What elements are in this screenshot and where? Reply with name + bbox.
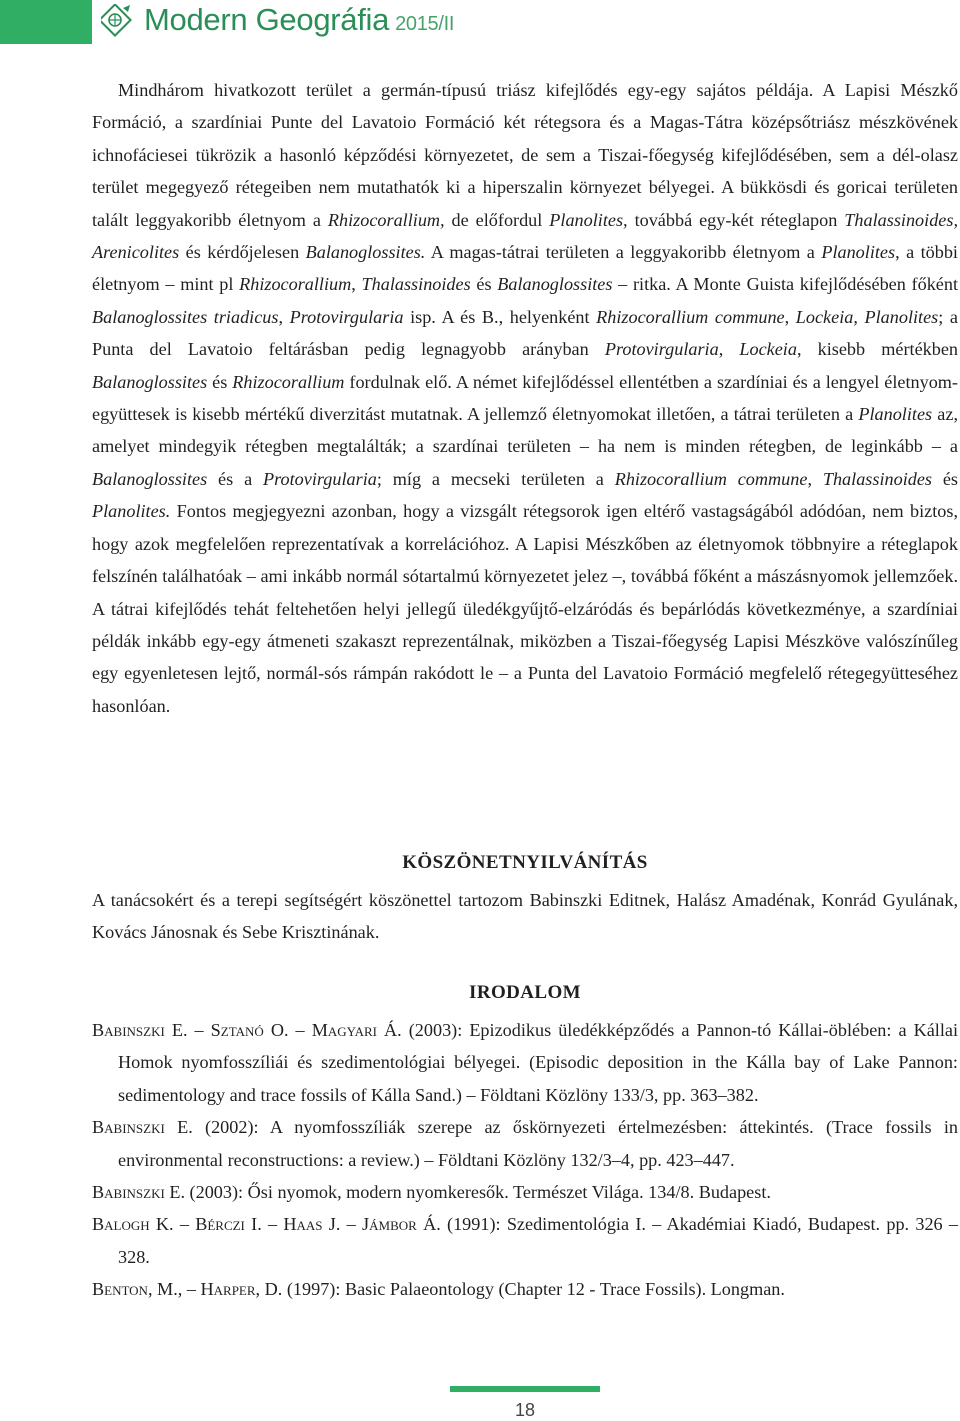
text-run: Mindhárom hivatkozott terület a germán-típusú triász kifejlődés egy-egy sajátos példája. A Lapisi Mészkő Formáció, a szardíniai Punte del Lavatoio Formáció két rétegsora és a Magas-Tátra középsőtriász mészkövének ichnofáciesei tükrözik a hasonló képződési környezetet, de sem a Tiszai-főegység kifejlődésében, sem a dél-olasz terület megegyező rétegeiben nem mutathatók ki a hiperszalin környezet bélyegei. A bükkösdi és goricai területen talált leggyakoribb életnyom a <box>92 80 958 230</box>
taxon-name: Thalassinoides <box>361 274 471 295</box>
taxon-name: Balanoglossites <box>497 274 613 295</box>
text-run: , kisebb mértékben <box>796 339 958 360</box>
text-run: ; a Punta del Lavatoio feltárásban pedig legnagyobb arányban <box>92 306 958 360</box>
taxon-name: Balanoglossites triadicus <box>92 306 279 327</box>
page-number: 18 <box>514 1400 536 1420</box>
author-name: Benton, M. <box>92 1279 178 1300</box>
taxon-name: Balanoglossites <box>92 468 208 489</box>
text-run: , <box>351 274 362 295</box>
taxon-name: Balanoglossites <box>92 371 208 392</box>
references-heading: IRODALOM <box>469 982 581 1003</box>
author-name: Bérczi I. <box>195 1214 262 1235</box>
text-run: és a <box>207 468 264 489</box>
author-name: Babinszki E. <box>92 1117 193 1138</box>
text-run: Fontos megjegyezni azonban, hogy a vizsgált rétegsorok igen eltérő vastagságából adódóan, nem biztos, hogy azok megfelelően reprezentatívak a korrelációhoz. A Lapisi Mészkőben az életnyomok többnyire a réteglapok felszínén találhatóak – ami inkább normál sótartalmú környezetet jelez –, továbbá főként a mászásnyomok jellemzőek. A tátrai kifejlődés tehát feltehetően helyi jellegű üledékgyűjtő-elzáródás és bepárlódás következménye, a szardíniai példák inkább egy-egy átmeneti szakaszt reprezentálnak, miközben a Tiszai-főegység Lapisi Mészköve valószínűleg egy egyenletesen lejtő, normál-sós rámpán rakódott le – a Punta del Lavatoio Formáció megfelelő rétegegyütteséhez hasonlóan. <box>92 501 958 716</box>
taxon-name: Planolites, <box>549 209 628 230</box>
acknowledgement-text: A tanácsokért és a terepi segítségért köszönettel tartozom Babinszki Editnek, Halász Amadénak, Konrád Gyulának, Kovács Jánosnak és Sebe Krisztinának. <box>92 890 958 943</box>
text-run: (1997): Basic Palaeontology (Chapter 12 - Trace Fossils). Longman. <box>282 1279 785 1300</box>
acknowledgement-heading: KÖSZÖNETNYILVÁNÍTÁS <box>402 852 648 873</box>
header-accent-bar <box>0 0 92 44</box>
reference-item <box>92 1273 958 1305</box>
author-name: Haas J. <box>283 1214 341 1235</box>
footer-accent-bar <box>450 1386 600 1392</box>
taxon-name: Rhizocorallium <box>239 274 352 295</box>
text-run: , <box>807 468 823 489</box>
text-run: és <box>932 468 959 489</box>
taxon-name: Planolites <box>821 242 896 263</box>
text-run: és <box>207 371 233 392</box>
taxon-name: Rhizocorallium <box>232 371 345 392</box>
globe-logo-icon <box>101 4 133 38</box>
text-run: , – <box>177 1279 201 1300</box>
taxon-name: Rhizocorallium commune <box>614 468 808 489</box>
taxon-name: Protovirgularia <box>263 468 377 489</box>
text-run: , <box>278 306 290 327</box>
text-run: , <box>784 306 796 327</box>
reference-item <box>92 1176 958 1208</box>
taxon-name: Lockeia <box>795 306 854 327</box>
text-run: – <box>261 1214 284 1235</box>
taxon-name: Rhizocorallium, <box>327 209 445 230</box>
text-run: (2002): A nyomfosszíliák szerepe az őskörnyezeti értelmezésben: áttekintés. (Trace fossils in environmental reconstructions: a review.) – Földtani Közlöny 132/3–4, pp. 423–447. <box>118 1117 959 1170</box>
text-run: továbbá egy-két réteglapon <box>627 209 845 230</box>
text-run: isp. A és B., helyenként <box>403 306 597 327</box>
author-name: Jámbor Á. <box>362 1214 441 1235</box>
text-run: fordulnak elő. A német kifejlődéssel ellentétben a szardíniai és a lengyel életnyom-együttesek is kisebb mértékű diverzitást mutatnak. A jellemző életnyomokat illetően, a tátrai területen a <box>92 371 958 425</box>
taxon-name: Lockeia <box>739 339 797 360</box>
taxon-name: Rhizocorallium commune <box>596 306 785 327</box>
text-run: (1991): Szedimentológia I. – Akadémiai Kiadó, Budapest. pp. 326 – 328. <box>118 1214 958 1267</box>
reference-item <box>92 1111 958 1176</box>
text-run: és <box>470 274 498 295</box>
taxon-name: Balanoglossites. <box>305 242 426 263</box>
journal-title <box>144 2 454 38</box>
author-name: Babinszki E. <box>92 1182 185 1203</box>
taxon-name: Thalassinoides <box>822 468 932 489</box>
text-run: (2003): Ősi nyomok, modern nyomkeresők. Természet Világa. 134/8. Budapest. <box>185 1182 771 1203</box>
text-run: – ritka. A Monte Guista kifejlődésében főként <box>612 274 959 295</box>
reference-item <box>92 1208 958 1273</box>
taxon-name: Protovirgularia <box>604 339 719 360</box>
taxon-name: Planolites <box>858 404 933 425</box>
text-run: ; míg a mecseki területen a <box>376 468 615 489</box>
text-run: és kérdőjelesen <box>179 242 306 263</box>
author-name: Sztanó O. <box>210 1020 289 1040</box>
text-run: az, amelyet mindegyik rétegben megtalálták; a szardínai területen – ha nem is minden rétegben, de leginkább – a <box>92 404 958 457</box>
author-name: Babinszki E. <box>92 1020 188 1040</box>
text-run: , <box>718 339 740 360</box>
main-paragraph <box>92 74 958 722</box>
taxon-name: Planolites <box>864 306 939 327</box>
author-name: Magyari Á. <box>311 1020 402 1040</box>
taxon-name: Planolites. <box>92 501 171 522</box>
taxon-name: Protovirgularia <box>289 306 404 327</box>
author-name: Harper, D. <box>200 1279 283 1300</box>
text-run: , <box>853 306 865 327</box>
text-run: – <box>288 1020 312 1040</box>
reference-item <box>92 1014 958 1111</box>
text-run: A magas-tátrai területen a leggyakoribb életnyom a <box>425 242 822 263</box>
text-run: de előfordul <box>444 209 550 230</box>
references-list <box>92 1014 958 1306</box>
text-run: – <box>187 1020 211 1040</box>
taxon-name: Thalassinoides, Arenicolites <box>92 209 958 263</box>
journal-name: Modern Geográfia <box>144 2 390 37</box>
text-run: , a többi életnyom – mint pl <box>92 242 958 295</box>
issue-number: 2015/II <box>395 13 455 35</box>
author-name: Balogh K. <box>92 1214 174 1235</box>
text-run: – <box>173 1214 196 1235</box>
text-run: (2003): Epizodikus üledékképződés a Pannon-tó Kállai-öblében: a Kállai Homok nyomfosszíliái és szedimentológiai bélyegei. (Episodic deposition in the Kálla bay of Lake Pannon: sedimentology and trace fossils of Kálla Sand.) – Földtani Közlöny 133/3, pp. 363–382. <box>118 1020 959 1105</box>
text-run: – <box>340 1214 363 1235</box>
